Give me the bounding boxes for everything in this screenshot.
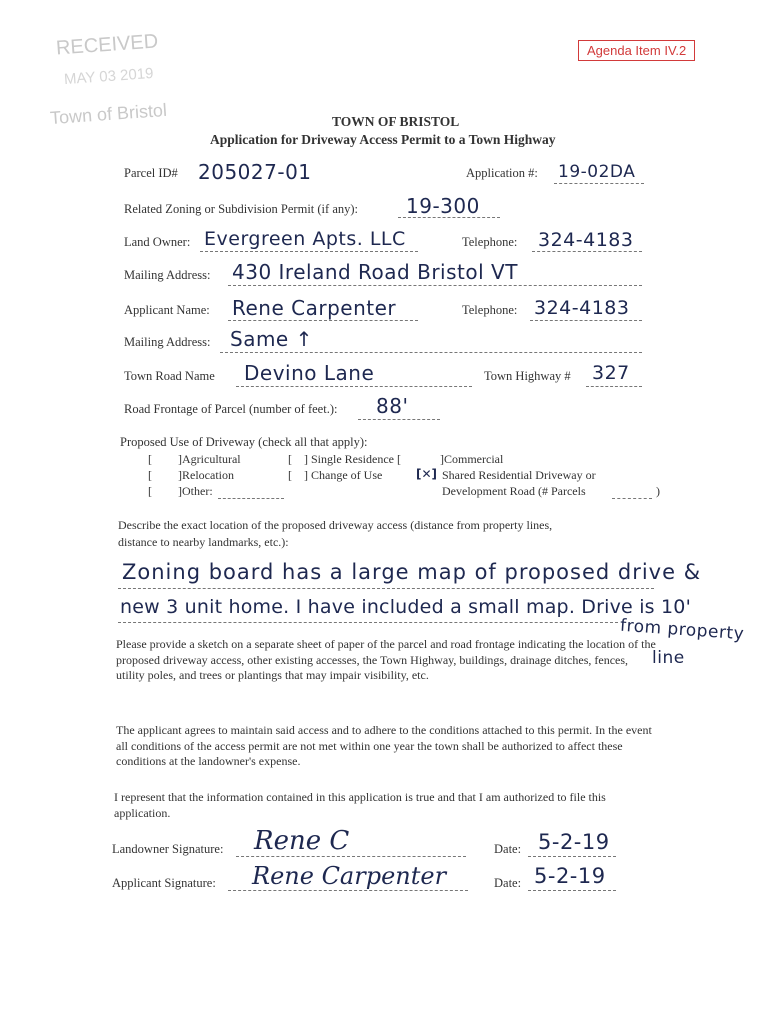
option-change-of-use: ] Change of Use: [304, 468, 383, 482]
received-stamp-town: Town of Bristol: [49, 99, 168, 129]
bracket-other[interactable]: [: [148, 484, 152, 498]
applicant-name-line: [228, 320, 418, 321]
option-agricultural: ]Agricultural: [178, 452, 241, 466]
town-highway-value: 327: [592, 362, 630, 384]
application-number-label: Application #:: [466, 166, 538, 180]
development-road-label: Development Road (# Parcels: [442, 484, 586, 498]
related-permit-value: 19-300: [406, 194, 480, 218]
applicant-date-label: Date:: [494, 876, 522, 890]
other-line: [218, 498, 284, 499]
frontage-value: 88': [376, 394, 409, 418]
owner-telephone-label: Telephone:: [462, 235, 518, 249]
applicant-telephone-label: Telephone:: [462, 303, 518, 317]
applicant-name-label: Applicant Name:: [124, 303, 210, 317]
land-owner-label: Land Owner:: [124, 235, 191, 249]
received-stamp-date: MAY 03 2019: [63, 64, 154, 89]
applicant-mailing-value: Same ↑: [230, 327, 313, 351]
town-highway-label: Town Highway #: [484, 369, 571, 383]
applicant-signature: Rene Carpenter: [252, 862, 447, 890]
applicant-signature-label: Applicant Signature:: [112, 876, 216, 890]
landowner-signature: Rene C: [254, 826, 350, 856]
landowner-signature-line: [236, 856, 466, 857]
received-stamp: RECEIVED: [55, 30, 159, 60]
agreement-text: The applicant agrees to maintain said access and to adhere to the conditions attached to this permit. In the event all conditions of the access permit are not met within one year the town shall be authorized to affect these conditions at the landowner's expense.: [116, 723, 652, 768]
owner-telephone-value: 324-4183: [538, 229, 634, 251]
mailing-address-label: Mailing Address:: [124, 268, 211, 282]
land-owner-line: [200, 251, 418, 252]
applicant-date-line: [528, 890, 616, 891]
bracket-agricultural[interactable]: [: [148, 452, 152, 466]
application-number-line: [554, 183, 644, 184]
checked-box-shared-driveway[interactable]: [✕]: [416, 467, 438, 481]
describe-answer-margin2: line: [652, 648, 685, 668]
applicant-name-value: Rene Carpenter: [232, 296, 397, 320]
applicant-signature-line: [228, 890, 468, 891]
town-road-label: Town Road Name: [124, 369, 215, 383]
describe-answer-line2: new 3 unit home. I have included a small map. Drive is 10': [120, 596, 692, 618]
option-other: ]Other:: [178, 484, 213, 498]
mailing-address-line: [228, 285, 642, 286]
applicant-mailing-line: [220, 352, 642, 353]
owner-telephone-line: [532, 251, 642, 252]
describe-answer-line1: Zoning board has a large map of proposed drive &: [122, 560, 702, 584]
representation-text: I represent that the information contained in this application is true and that I am authorized to file this application.: [114, 790, 606, 820]
document-subtitle: Application for Driveway Access Permit to a Town Highway: [210, 132, 556, 147]
landowner-date: 5-2-19: [538, 830, 610, 854]
land-owner-value: Evergreen Apts. LLC: [204, 228, 406, 250]
applicant-date: 5-2-19: [534, 864, 606, 888]
frontage-line: [358, 419, 440, 420]
mailing-address-value: 430 Ireland Road Bristol VT: [232, 260, 518, 284]
describe-line1: [118, 588, 654, 589]
describe-line2: [118, 622, 618, 623]
related-permit-line: [398, 217, 500, 218]
landowner-date-line: [528, 856, 616, 857]
option-commercial: ]Commercial: [440, 452, 504, 466]
bracket-relocation[interactable]: [: [148, 468, 152, 482]
describe-prompt-line2: distance to nearby landmarks, etc.):: [118, 535, 289, 549]
parcel-id-value: 205027-01: [198, 160, 312, 184]
sketch-instructions: Please provide a sketch on a separate sheet of paper of the parcel and road frontage indicating the location of the proposed driveway access, other existing accesses, the Town Highway, buildings, drainage ditches, fences, utility poles, and trees or plantings that may impair visibility, etc.: [116, 637, 656, 682]
application-number-value: 19-02DA: [558, 162, 636, 182]
town-highway-line: [586, 386, 642, 387]
related-permit-label: Related Zoning or Subdivision Permit (if any):: [124, 202, 358, 216]
town-road-line: [236, 386, 472, 387]
option-single-residence: ] Single Residence [: [304, 452, 401, 466]
landowner-date-label: Date:: [494, 842, 522, 856]
option-shared-driveway: Shared Residential Driveway or: [442, 468, 596, 482]
applicant-mailing-label: Mailing Address:: [124, 335, 211, 349]
frontage-label: Road Frontage of Parcel (number of feet.):: [124, 402, 338, 416]
parcel-id-label: Parcel ID#: [124, 166, 178, 180]
bracket-single-residence[interactable]: [: [288, 452, 292, 466]
town-road-value: Devino Lane: [244, 361, 375, 385]
agenda-item-label: Agenda Item IV.2: [578, 40, 695, 61]
bracket-change-of-use[interactable]: [: [288, 468, 292, 482]
proposed-use-heading: Proposed Use of Driveway (check all that apply):: [120, 435, 368, 449]
describe-answer-margin1: from property: [619, 615, 745, 645]
applicant-telephone-value: 324-4183: [534, 297, 630, 319]
parcels-line: [612, 498, 652, 499]
landowner-signature-label: Landowner Signature:: [112, 842, 224, 856]
document-title: TOWN OF BRISTOL: [332, 114, 460, 129]
development-road-close: ): [656, 484, 660, 498]
describe-prompt-line1: Describe the exact location of the proposed driveway access (distance from property lines,: [118, 518, 553, 532]
option-relocation: ]Relocation: [178, 468, 234, 482]
applicant-telephone-line: [530, 320, 642, 321]
